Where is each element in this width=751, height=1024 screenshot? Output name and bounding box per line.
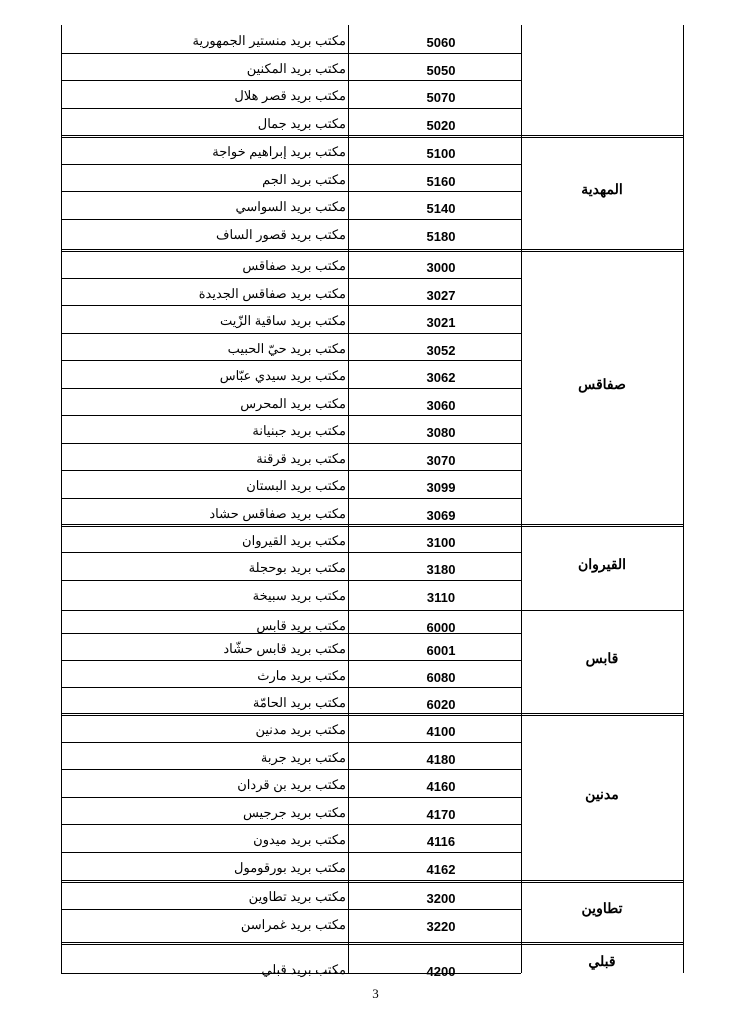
postal-code: 3080 bbox=[426, 425, 456, 440]
column-line bbox=[521, 25, 522, 973]
row-line bbox=[61, 580, 521, 581]
row-line bbox=[61, 552, 521, 553]
post-office-table bbox=[61, 25, 683, 979]
office-name: مكتب بريد قرقنة bbox=[256, 450, 346, 466]
postal-code: 3021 bbox=[426, 315, 456, 330]
postal-code: 4160 bbox=[426, 779, 456, 794]
governorate-name: المهدية bbox=[581, 181, 623, 197]
postal-code: 3220 bbox=[426, 918, 456, 934]
office-name: مكتب بريد منستير الجمهورية bbox=[192, 33, 346, 48]
office-name: مكتب بريد ميدون bbox=[253, 832, 346, 847]
postal-code: 3200 bbox=[426, 891, 456, 906]
row-line bbox=[61, 470, 521, 471]
postal-code: 3052 bbox=[426, 342, 456, 358]
office-name: مكتب بريد إبراهيم خواجة bbox=[212, 144, 346, 159]
office-name: مكتب بريد بن قردان bbox=[237, 777, 346, 792]
postal-code: 4170 bbox=[426, 806, 456, 822]
group-separator bbox=[61, 880, 683, 883]
row-line bbox=[61, 633, 521, 634]
row-line bbox=[61, 852, 521, 853]
group-separator bbox=[61, 610, 683, 611]
office-name: مكتب بريد الحامّة bbox=[252, 695, 346, 710]
row-line bbox=[61, 742, 521, 743]
postal-code: 4180 bbox=[426, 751, 456, 767]
governorate-name: صفاقس bbox=[578, 375, 626, 392]
postal-code: 5050 bbox=[426, 62, 456, 78]
postal-code: 3069 bbox=[426, 507, 456, 523]
postal-code: 3062 bbox=[426, 370, 456, 385]
office-name: مكتب بريد حيّ الحبيب bbox=[227, 340, 346, 356]
row-line bbox=[61, 164, 521, 165]
office-name: مكتب بريد قبلي bbox=[261, 962, 346, 977]
row-line bbox=[61, 388, 521, 389]
group-separator bbox=[61, 713, 683, 716]
office-name: مكتب بريد جمال bbox=[257, 115, 346, 131]
column-line bbox=[683, 25, 684, 973]
postal-code: 4100 bbox=[426, 724, 456, 739]
office-name: مكتب بريد القيروان bbox=[242, 533, 346, 548]
postal-code: 4116 bbox=[426, 834, 456, 849]
column-line bbox=[61, 25, 62, 973]
governorate-name: قبلي bbox=[588, 953, 616, 969]
row-line bbox=[61, 415, 521, 416]
row-line bbox=[61, 191, 521, 192]
postal-code: 6001 bbox=[426, 643, 456, 658]
office-name: مكتب بريد غمراسن bbox=[240, 916, 346, 932]
row-line bbox=[61, 660, 521, 661]
office-name: مكتب بريد المكنين bbox=[246, 60, 346, 76]
row-line bbox=[61, 53, 521, 54]
office-name: مكتب بريد الجم bbox=[262, 171, 346, 187]
office-name: مكتب بريد قابس حشّاد bbox=[223, 641, 346, 656]
postal-code: 3099 bbox=[426, 480, 456, 495]
postal-code: 5070 bbox=[426, 90, 456, 105]
column-line bbox=[348, 25, 349, 973]
office-name: مكتب بريد ساقية الزّيت bbox=[220, 313, 346, 328]
postal-code: 5140 bbox=[426, 201, 456, 216]
office-name: مكتب بريد المحرس bbox=[240, 395, 346, 411]
office-name: مكتب بريد سبيخة bbox=[252, 588, 346, 603]
row-line bbox=[61, 443, 521, 444]
governorate-name: مدنين bbox=[585, 785, 619, 802]
postal-code: 3027 bbox=[426, 287, 456, 303]
postal-code: 3110 bbox=[426, 590, 456, 605]
group-separator bbox=[61, 249, 683, 252]
group-separator bbox=[61, 942, 683, 945]
postal-code: 6000 bbox=[426, 620, 456, 635]
postal-code: 3100 bbox=[426, 535, 456, 550]
office-name: مكتب بريد صفاقس الجديدة bbox=[198, 285, 346, 301]
row-line bbox=[61, 305, 521, 306]
postal-code: 5160 bbox=[426, 173, 456, 189]
governorate-name: القيروان bbox=[577, 555, 627, 572]
office-name: مكتب بريد قابس bbox=[256, 618, 346, 633]
page-number: 3 bbox=[372, 986, 379, 1001]
postal-code: 4162 bbox=[426, 861, 456, 877]
row-line bbox=[61, 909, 521, 910]
group-separator bbox=[61, 524, 683, 527]
office-name: مكتب بريد مارث bbox=[257, 668, 346, 683]
row-line bbox=[61, 797, 521, 798]
group-separator bbox=[61, 135, 683, 138]
postal-code: 3180 bbox=[426, 562, 456, 577]
postal-code: 3000 bbox=[426, 260, 456, 275]
postal-code: 4200 bbox=[426, 964, 456, 979]
row-line bbox=[61, 687, 521, 688]
row-line bbox=[61, 824, 521, 825]
postal-code: 6080 bbox=[426, 670, 456, 685]
office-name: مكتب بريد جرجيس bbox=[242, 804, 346, 820]
postal-code: 5060 bbox=[426, 35, 456, 50]
row-line bbox=[61, 108, 521, 109]
postal-code: 3070 bbox=[426, 452, 456, 468]
governorate-name: قابس bbox=[585, 650, 619, 666]
row-line bbox=[61, 333, 521, 334]
office-name: مكتب بريد تطاوين bbox=[248, 889, 346, 904]
office-name: مكتب بريد بورقومول bbox=[234, 859, 346, 875]
office-name: مكتب بريد سيدي عبّاس bbox=[219, 368, 346, 383]
office-name: مكتب بريد صفاقس حشاد bbox=[209, 505, 346, 521]
office-name: مكتب بريد جربة bbox=[260, 749, 346, 765]
postal-code: 5020 bbox=[426, 117, 456, 133]
row-line bbox=[61, 360, 521, 361]
office-name: مكتب بريد السواسي bbox=[235, 199, 346, 214]
office-name: مكتب بريد بوحجلة bbox=[248, 560, 346, 575]
office-name: مكتب بريد جبنيانة bbox=[252, 423, 346, 438]
row-line bbox=[61, 498, 521, 499]
postal-code: 6020 bbox=[426, 697, 456, 712]
row-line bbox=[61, 80, 521, 81]
postal-code: 5100 bbox=[426, 146, 456, 161]
postal-code: 5180 bbox=[426, 228, 456, 244]
postal-code: 3060 bbox=[426, 397, 456, 413]
row-line bbox=[61, 769, 521, 770]
row-line bbox=[61, 219, 521, 220]
office-name: مكتب بريد البستان bbox=[246, 478, 346, 493]
governorate-name: تطاوين bbox=[581, 900, 623, 916]
row-line bbox=[61, 278, 521, 279]
office-name: مكتب بريد صفاقس bbox=[242, 258, 346, 273]
office-name: مكتب بريد مدنين bbox=[255, 722, 346, 737]
office-name: مكتب بريد قصور الساف bbox=[216, 226, 346, 242]
office-name: مكتب بريد قصر هلال bbox=[234, 88, 346, 103]
